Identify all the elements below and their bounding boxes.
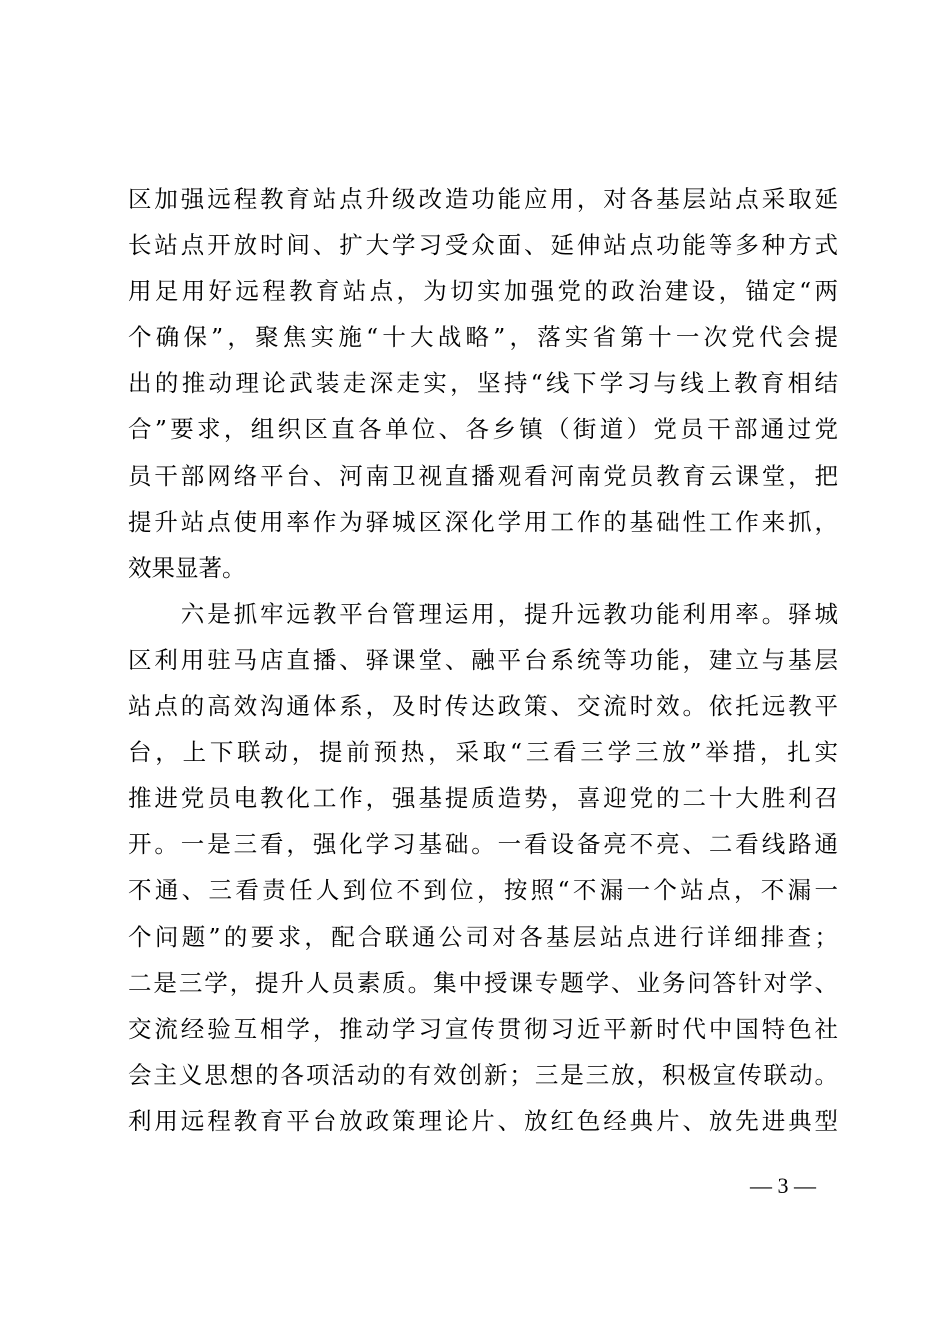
text-line: 出的推动理论武装走深走实，坚持“线下学习与线上教育相结 (128, 369, 838, 398)
paragraph-1 (128, 176, 838, 591)
text-line: 不通、三看责任人到位不到位，按照“不漏一个站点，不漏一 (128, 876, 838, 905)
paragraph-2 (128, 591, 838, 1144)
text-line: 开。一是三看，强化学习基础。一看设备亮不亮、二看线路通 (128, 830, 838, 859)
text-line: 台，上下联动，提前预热，采取“三看三学三放”举措，扎实 (128, 738, 838, 767)
text-line: 个问题”的要求，配合联通公司对各基层站点进行详细排查； (128, 922, 838, 951)
text-line: 效果显著。 (128, 553, 246, 582)
text-line: 二是三学，提升人员素质。集中授课专题学、业务问答针对学、 (128, 968, 838, 997)
text-line: 个确保”，聚焦实施“十大战略”，落实省第十一次党代会提 (128, 323, 838, 352)
text-line: 利用远程教育平台放政策理论片、放红色经典片、放先进典型 (128, 1106, 838, 1135)
text-line: 六是抓牢远教平台管理运用，提升远教功能利用率。驿城 (128, 599, 838, 628)
text-line: 合”要求，组织区直各单位、各乡镇（街道）党员干部通过党 (128, 415, 838, 444)
text-line: 长站点开放时间、扩大学习受众面、延伸站点功能等多种方式 (128, 231, 838, 260)
text-line: 区加强远程教育站点升级改造功能应用，对各基层站点采取延 (128, 185, 838, 213)
page-number: — 3 — (750, 1173, 816, 1198)
text-line: 交流经验互相学，推动学习宣传贯彻习近平新时代中国特色社 (128, 1014, 838, 1043)
text-line: 用足用好远程教育站点，为切实加强党的政治建设，锚定“两 (128, 277, 838, 306)
text-line: 推进党员电教化工作，强基提质造势，喜迎党的二十大胜利召 (128, 784, 838, 813)
text-line: 提升站点使用率作为驿城区深化学用工作的基础性工作来抓， (128, 507, 838, 536)
text-line: 员干部网络平台、河南卫视直播观看河南党员教育云课堂，把 (128, 461, 838, 490)
text-line: 会主义思想的各项活动的有效创新；三是三放，积极宣传联动。 (128, 1060, 838, 1089)
text-line: 站点的高效沟通体系，及时传达政策、交流时效。依托远教平 (128, 692, 838, 721)
text-line: 区利用驻马店直播、驿课堂、融平台系统等功能，建立与基层 (128, 645, 838, 674)
body-text (128, 176, 838, 1144)
